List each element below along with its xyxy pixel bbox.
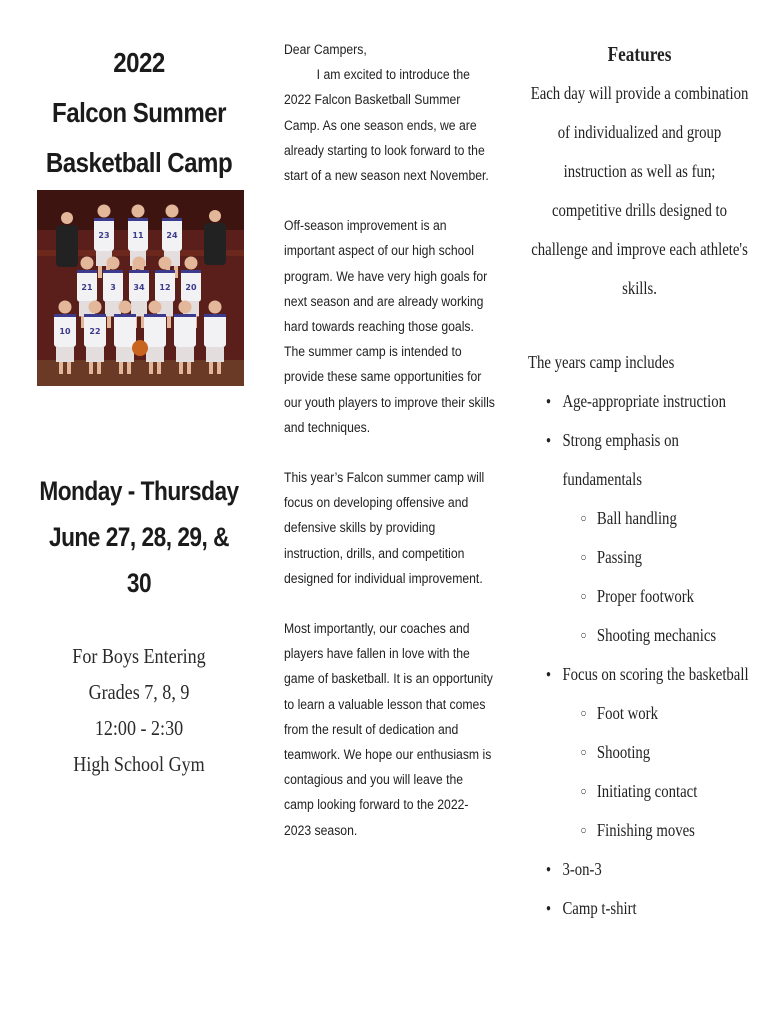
sub-list-item: ○ Finishing moves	[562, 811, 751, 850]
jersey-number: 22	[89, 327, 101, 336]
eligibility-text: For Boys Entering	[72, 644, 206, 668]
jersey-number: 11	[132, 231, 144, 240]
sub-list	[562, 499, 751, 655]
letter-greeting: Dear Campers,	[284, 42, 367, 58]
features-heading: Features	[607, 42, 672, 66]
sub-list-item: ○ Ball handling	[562, 499, 751, 538]
features-column	[528, 40, 750, 928]
left-column	[30, 38, 248, 776]
sub-list-item: ○ Shooting	[562, 733, 751, 772]
grades-text: Grades 7, 8, 9	[88, 680, 190, 704]
letter-paragraph: I am excited to introduce the 2022 Falcon Basketball Summer Camp. As one season ends, we are already starting to look forward to the start of a new season next November.	[284, 67, 489, 185]
camp-info	[45, 638, 232, 782]
jersey-number: 23	[98, 231, 110, 240]
camp-days: Monday - Thursday	[39, 476, 239, 506]
jersey-number: 20	[185, 283, 197, 292]
basketball	[132, 340, 148, 356]
camp-title-type: Basketball Camp	[45, 147, 233, 178]
list-item	[528, 382, 751, 421]
camp-title-year: 2022	[113, 47, 165, 78]
camp-date-list: June 27, 28, 29, & 30	[48, 522, 230, 598]
jersey-number: 12	[159, 283, 171, 292]
includes-label: The years camp includes	[528, 352, 675, 372]
sub-list-item: ○ Initiating contact	[562, 772, 751, 811]
letter-column	[284, 38, 496, 869]
features-intro: Each day will provide a combination of individualized and group instruction as well as fun; competitive drills designed to challenge and improve each athlete's skills.	[530, 83, 749, 298]
sub-list-item: ○ Shooting mechanics	[562, 616, 751, 655]
list-item-label: Age-appropriate instruction	[562, 391, 726, 411]
time-text: 12:00 - 2:30	[94, 716, 184, 740]
list-item	[528, 421, 751, 655]
camp-title-name: Falcon Summer	[52, 97, 226, 128]
sub-list-item: ○ Foot work	[562, 694, 751, 733]
features-list	[528, 382, 751, 928]
jersey-number: 3	[110, 283, 116, 292]
list-item-label: 3-on-3	[562, 859, 602, 879]
list-item-label: Camp t-shirt	[562, 898, 637, 918]
letter-paragraph: This year’s Falcon summer camp will focus on developing offensive and defensive skills by providing instruction, drills, and competition designed for individual improvement.	[284, 470, 485, 587]
list-item-label: Strong emphasis on fundamentals	[562, 430, 679, 489]
letter-paragraph: Most importantly, our coaches and players have fallen in love with the game of basketball. It is an opportunity to learn a valuable lesson that comes from the result of dedication and teamwork. We hope our enthusiasm is contagious and you will leave the camp looking forward to the 2022-2023 season.	[284, 621, 493, 839]
list-item-label: Focus on scoring the basketball	[562, 664, 749, 684]
letter-paragraph: Off-season improvement is an important aspect of our high school program. We have very high goals for next season and are already working hard towards reaching those goals. The summer camp is intended to provide these same opportunities for our youth players to improve their skills and techniques.	[284, 218, 495, 436]
list-item	[528, 850, 751, 889]
camp-dates	[35, 468, 243, 606]
jersey-number: 10	[59, 327, 71, 336]
sub-list	[562, 694, 751, 850]
team-photo	[37, 190, 244, 386]
team-photo-graphic	[37, 190, 244, 386]
jersey-number: 24	[166, 231, 178, 240]
sub-list-item: ○ Proper footwork	[562, 577, 751, 616]
jersey-number: 34	[133, 283, 145, 292]
list-item	[528, 655, 751, 850]
jersey-number: 21	[81, 283, 93, 292]
sub-list-item: ○ Passing	[562, 538, 751, 577]
list-item	[528, 889, 751, 928]
location-text: High School Gym	[73, 752, 205, 776]
